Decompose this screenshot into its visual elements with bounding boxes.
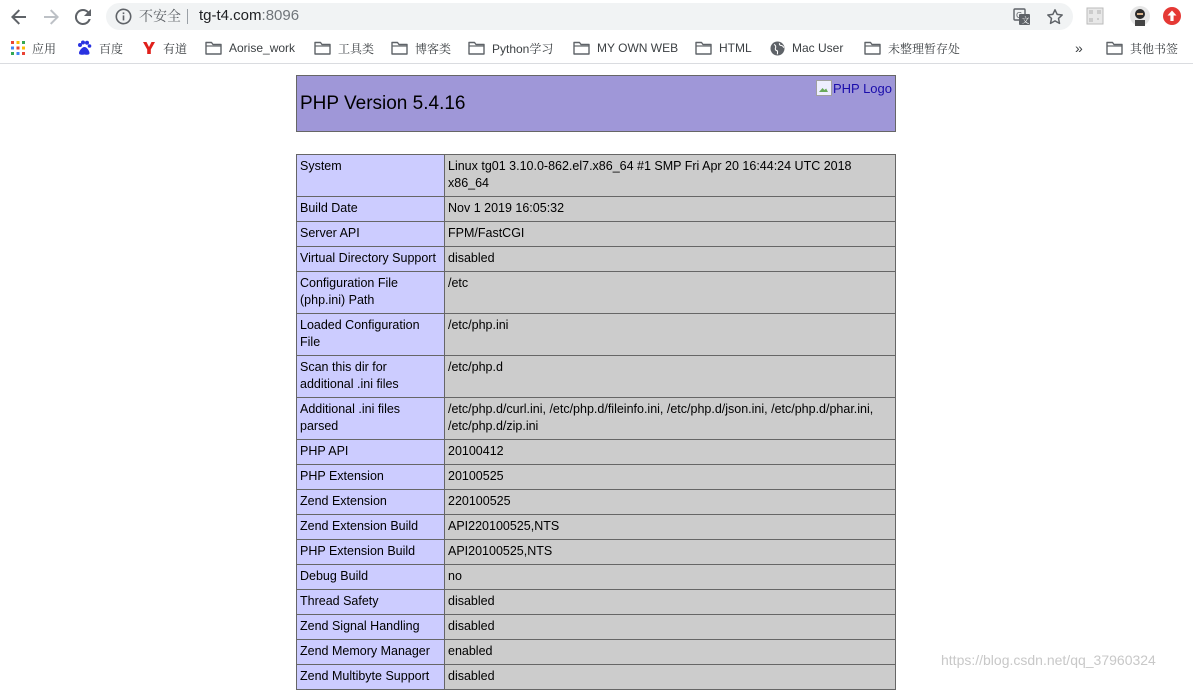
- info-value: disabled: [445, 590, 896, 615]
- arrow-left-icon: [10, 8, 28, 26]
- info-value: enabled: [445, 640, 896, 665]
- arrow-right-icon: [42, 8, 60, 26]
- bookmarks-bar: [0, 33, 1193, 64]
- php-logo-alt: PHP Logo: [832, 80, 892, 96]
- info-key: Virtual Directory Support: [297, 247, 445, 272]
- info-key: System: [297, 155, 445, 197]
- globe-icon: [770, 41, 785, 56]
- svg-text:G: G: [1016, 11, 1023, 20]
- bookmark-my-own-web[interactable]: [573, 33, 678, 63]
- info-key: Loaded Configuration File: [297, 314, 445, 356]
- bookmark-html[interactable]: [695, 33, 752, 63]
- info-key: Server API: [297, 222, 445, 247]
- other-bookmarks[interactable]: [1106, 33, 1178, 63]
- folder-icon: [695, 41, 712, 55]
- bookmark-label: 未整理暂存处: [888, 41, 961, 56]
- bookmarks-overflow-button[interactable]: »: [1075, 40, 1083, 56]
- baidu-paw-icon: [76, 40, 92, 56]
- url-text[interactable]: [199, 7, 299, 25]
- info-key: Scan this dir for additional .ini files: [297, 356, 445, 398]
- bookmark-label: 百度: [99, 41, 124, 56]
- info-key: Zend Memory Manager: [297, 640, 445, 665]
- bookmark-unsorted[interactable]: [864, 33, 960, 63]
- info-key: PHP Extension: [297, 465, 445, 490]
- folder-icon: [205, 41, 222, 55]
- info-value: /etc: [445, 272, 896, 314]
- table-row: [297, 197, 896, 222]
- info-value: Linux tg01 3.10.0-862.el7.x86_64 #1 SMP Fri Apr 20 16:44:24 UTC 2018 x86_64: [445, 155, 896, 197]
- info-key: Build Date: [297, 197, 445, 222]
- bookmark-python[interactable]: [468, 33, 553, 63]
- info-key: Zend Signal Handling: [297, 615, 445, 640]
- info-value: API220100525,NTS: [445, 515, 896, 540]
- table-row: [297, 540, 896, 565]
- bookmark-label: 有道: [163, 41, 188, 56]
- php-logo-link[interactable]: [816, 80, 892, 96]
- csdn-watermark: https://blog.csdn.net/qq_37960324: [941, 652, 1156, 668]
- broken-image-icon: [816, 80, 832, 96]
- info-value: Nov 1 2019 16:05:32: [445, 197, 896, 222]
- info-value: API20100525,NTS: [445, 540, 896, 565]
- bookmark-label: 博客类: [415, 41, 452, 56]
- bookmark-aorise-work[interactable]: [205, 33, 295, 63]
- info-value: disabled: [445, 615, 896, 640]
- bookmark-label: Mac User: [792, 41, 844, 55]
- bookmark-label: Python学习: [492, 41, 554, 56]
- bookmark-mac-user[interactable]: [770, 33, 843, 63]
- info-key: Zend Extension Build: [297, 515, 445, 540]
- translate-icon[interactable]: [1013, 8, 1031, 31]
- info-value: /etc/php.d: [445, 356, 896, 398]
- info-key: Configuration File (php.ini) Path: [297, 272, 445, 314]
- folder-icon: [1106, 41, 1123, 55]
- info-value: /etc/php.d/curl.ini, /etc/php.d/fileinfo.ini, /etc/php.d/json.ini, /etc/php.d/phar.ini, /etc/php.d/zip.ini: [445, 398, 896, 440]
- extension-qr-icon[interactable]: [1086, 7, 1106, 27]
- table-row: [297, 490, 896, 515]
- bookmark-label: MY OWN WEB: [597, 41, 679, 55]
- extension-update-icon[interactable]: [1162, 6, 1182, 26]
- url-host: tg-t4.com: [199, 7, 262, 24]
- bookmark-tools[interactable]: [314, 33, 374, 63]
- table-row: [297, 465, 896, 490]
- php-version-title: PHP Version 5.4.16: [300, 93, 466, 114]
- info-key: Thread Safety: [297, 590, 445, 615]
- table-row: [297, 272, 896, 314]
- info-value: 220100525: [445, 490, 896, 515]
- table-row: [297, 565, 896, 590]
- info-key: Zend Extension: [297, 490, 445, 515]
- table-row: [297, 665, 896, 690]
- folder-icon: [573, 41, 590, 55]
- folder-icon: [314, 41, 331, 55]
- bookmark-label: HTML: [719, 41, 752, 55]
- info-icon[interactable]: [115, 8, 132, 30]
- table-row: [297, 640, 896, 665]
- back-button[interactable]: [6, 4, 32, 30]
- info-value: 20100525: [445, 465, 896, 490]
- info-value: /etc/php.ini: [445, 314, 896, 356]
- table-row: [297, 590, 896, 615]
- table-row: [297, 398, 896, 440]
- php-header-box: [296, 75, 896, 132]
- youdao-icon: [142, 41, 156, 55]
- svg-text:文: 文: [1021, 16, 1030, 25]
- info-key: PHP API: [297, 440, 445, 465]
- bookmark-apps[interactable]: [11, 33, 56, 63]
- apps-grid-icon: [11, 41, 25, 55]
- reload-icon: [74, 8, 92, 26]
- table-row: [297, 155, 896, 197]
- table-row: [297, 515, 896, 540]
- info-key: Debug Build: [297, 565, 445, 590]
- bookmark-label: Aorise_work: [229, 41, 296, 55]
- profile-avatar-icon[interactable]: [1130, 6, 1150, 26]
- table-row: [297, 615, 896, 640]
- folder-icon: [468, 41, 485, 55]
- info-key: Zend Multibyte Support: [297, 665, 445, 690]
- bookmark-star-icon[interactable]: [1046, 8, 1064, 31]
- table-row: [297, 440, 896, 465]
- phpinfo-page: [296, 75, 896, 683]
- php-info-table: [296, 154, 896, 690]
- info-key: Additional .ini files parsed: [297, 398, 445, 440]
- address-divider: [187, 9, 188, 24]
- info-value: disabled: [445, 665, 896, 690]
- reload-button[interactable]: [70, 4, 96, 30]
- bookmark-label: 工具类: [338, 41, 375, 56]
- table-row: [297, 314, 896, 356]
- browser-toolbar: [0, 0, 1193, 33]
- security-label[interactable]: 不安全: [139, 8, 181, 24]
- info-value: disabled: [445, 247, 896, 272]
- address-bar[interactable]: [106, 3, 1073, 30]
- info-value: no: [445, 565, 896, 590]
- folder-icon: [391, 41, 408, 55]
- info-value: FPM/FastCGI: [445, 222, 896, 247]
- bookmark-label: 应用: [32, 41, 57, 56]
- bookmark-baidu[interactable]: [76, 33, 123, 63]
- bookmark-youdao[interactable]: [142, 33, 187, 63]
- forward-button[interactable]: [38, 4, 64, 30]
- folder-icon: [864, 41, 881, 55]
- info-key: PHP Extension Build: [297, 540, 445, 565]
- table-row: [297, 356, 896, 398]
- url-port: :8096: [261, 7, 300, 24]
- bookmark-blogs[interactable]: [391, 33, 451, 63]
- bookmark-label: 其他书签: [1130, 41, 1179, 56]
- table-row: [297, 247, 896, 272]
- info-value: 20100412: [445, 440, 896, 465]
- table-row: [297, 222, 896, 247]
